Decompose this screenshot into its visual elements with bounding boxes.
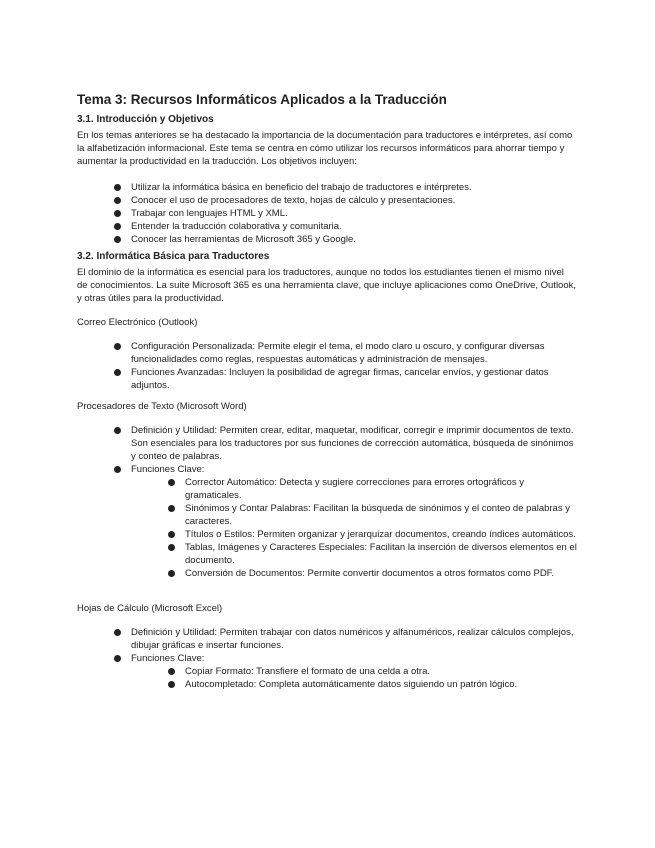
list-item: Trabajar con lenguajes HTML y XML.: [77, 207, 577, 220]
section-heading-intro: 3.1. Introducción y Objetivos: [77, 114, 214, 125]
list-item: Corrector Automático: Detecta y sugiere correcciones para errores ortográficos y gramaticales.: [131, 476, 577, 502]
bullet-icon: [168, 479, 175, 486]
basics-paragraph: El dominio de la informática es esencial para los traductores, aunque no todos los estudiantes tienen el mismo nivel de conocimientos. La suite Microsoft 365 es una herramienta clave, que incluye aplicaciones como OneDrive, Outlook, y otras útiles para la productividad.: [77, 266, 577, 305]
bullet-icon: [114, 210, 121, 217]
list-item: Títulos o Estilos: Permiten organizar y jerarquizar documentos, creando índices automáticos.: [131, 528, 577, 541]
bullet-icon: [114, 343, 121, 350]
word-functions-list: [131, 476, 577, 580]
bullet-icon: [168, 544, 175, 551]
list-item: Funciones Clave: Corrector Automático: Detecta y sugiere correcciones para errores ortográficos y gramaticales. Sinónimos y Contar Palabras: Facilitan la búsqueda de sinónimos y el conteo de palabras y caracteres. Títulos o Estilos: Permiten organizar y jerarquizar documentos, creando índices automáticos. Tablas, Imágenes y Caracteres Especiales: Facilitan la inserción de diversos elementos en el documento. Conversión de Documentos: Permite convertir documentos a otros formatos como PDF.: [77, 463, 577, 580]
section-heading-basics: 3.2. Informática Básica para Traductores: [77, 250, 270, 262]
list-item: Definición y Utilidad: Permiten crear, editar, maquetar, modificar, corregir e imprimir documentos de texto. Son esenciales para los traductores por sus funciones de corrección automática, búsqueda de sinónimos y conteo de palabras.: [77, 424, 577, 463]
bullet-icon: [168, 681, 175, 688]
list-item: Copiar Formato: Transfiere el formato de una celda a otra.: [131, 665, 577, 678]
outlook-list: [77, 340, 577, 392]
word-list: [77, 424, 577, 580]
list-item: Tablas, Imágenes y Caracteres Especiales: Facilitan la inserción de diversos elementos en el documento.: [131, 541, 577, 567]
list-item: Autocompletado: Completa automáticamente datos siguiendo un patrón lógico.: [131, 678, 577, 691]
excel-label: Hojas de Cálculo (Microsoft Excel): [77, 603, 223, 615]
bullet-icon: [114, 236, 121, 243]
list-item: Conocer las herramientas de Microsoft 365 y Google.: [77, 233, 577, 246]
bullet-icon: [114, 223, 121, 230]
bullet-icon: [114, 466, 121, 473]
outlook-label: Correo Electrónico (Outlook): [77, 317, 198, 329]
bullet-icon: [114, 369, 121, 376]
list-item: Configuración Personalizada: Permite elegir el tema, el modo claro u oscuro, y configurar diversas funcionalidades como reglas, respuestas automáticas y administración de mensajes.: [77, 340, 577, 366]
bullet-icon: [114, 184, 121, 191]
list-item: Entender la traducción colaborativa y comunitaria.: [77, 220, 577, 233]
list-item: Utilizar la informática básica en beneficio del trabajo de traductores e intérpretes.: [77, 181, 577, 194]
bullet-icon: [168, 668, 175, 675]
bullet-icon: [114, 629, 121, 636]
list-item: Definición y Utilidad: Permiten trabajar con datos numéricos y alfanuméricos, realizar cálculos complejos, dibujar gráficas e insertar funciones.: [77, 626, 577, 652]
objectives-list: [77, 181, 577, 246]
excel-list: [77, 626, 577, 691]
page-title: Tema 3: Recursos Informáticos Aplicados a la Traducción: [77, 92, 447, 107]
bullet-icon: [114, 427, 121, 434]
bullet-icon: [168, 505, 175, 512]
document-page: [77, 91, 577, 691]
bullet-icon: [114, 197, 121, 204]
bullet-icon: [114, 655, 121, 662]
word-label: Procesadores de Texto (Microsoft Word): [77, 401, 247, 413]
list-item: Funciones Avanzadas: Incluyen la posibilidad de agregar firmas, cancelar envíos, y gestionar datos adjuntos.: [77, 366, 577, 392]
list-item: Sinónimos y Contar Palabras: Facilitan la búsqueda de sinónimos y el conteo de palabras y caracteres.: [131, 502, 577, 528]
excel-functions-list: [131, 665, 577, 691]
list-item: Conocer el uso de procesadores de texto, hojas de cálculo y presentaciones.: [77, 194, 577, 207]
bullet-icon: [168, 570, 175, 577]
bullet-icon: [168, 531, 175, 538]
list-item: Funciones Clave: Copiar Formato: Transfiere el formato de una celda a otra. Autocompletado: Completa automáticamente datos siguiendo un patrón lógico.: [77, 652, 577, 691]
list-item: Conversión de Documentos: Permite convertir documentos a otros formatos como PDF.: [131, 567, 577, 580]
intro-paragraph: En los temas anteriores se ha destacado la importancia de la documentación para traductores e intérpretes, así como la alfabetización informacional. Este tema se centra en cómo utilizar los recursos informáticos para ahorrar tiempo y aumentar la productividad en la traducción. Los objetivos incluyen:: [77, 130, 573, 168]
